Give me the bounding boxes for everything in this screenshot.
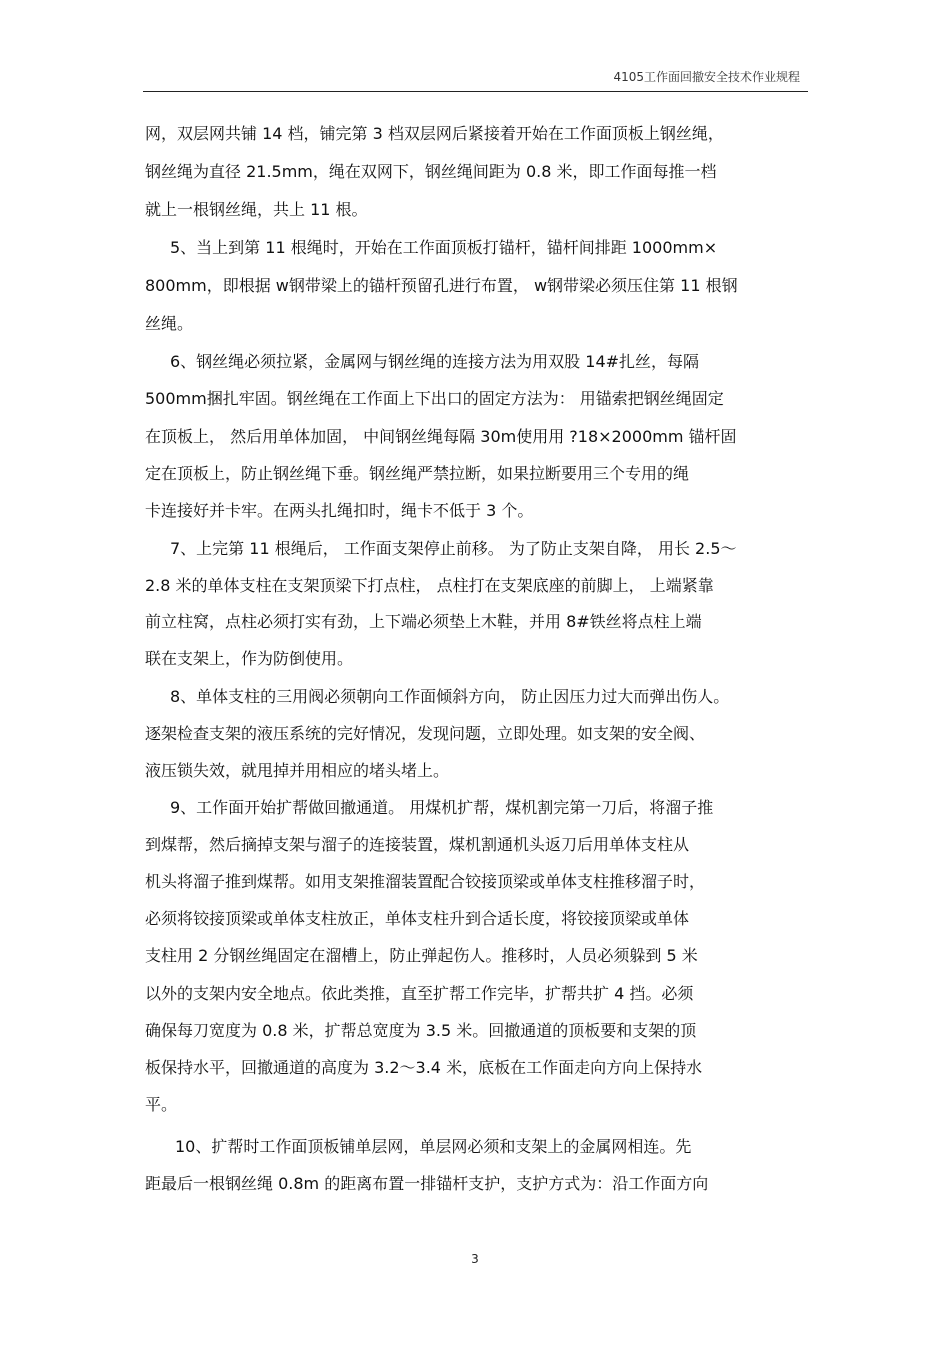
body-line: 机头将溜子推到煤帮。如用支架推溜装置配合铰接顶梁或单体支柱推移溜子时， <box>145 872 706 891</box>
body-line: 2.8 米的单体支柱在支架顶梁下打点柱， 点柱打在支架底座的前脚上， 上端紧靠 <box>145 576 714 595</box>
body-line: 以外的支架内安全地点。依此类推，直至扩帮工作完毕，扩帮共扩 4 挡。必须 <box>145 984 694 1003</box>
paragraph-9-start: 9、工作面开始扩帮做回撤通道。 用煤机扩帮，煤机割完第一刀后，将溜子推 <box>170 798 714 817</box>
body-line: 板保持水平，回撤通道的高度为 3.2～3.4 米，底板在工作面走向方向上保持水 <box>145 1058 703 1077</box>
body-line: 液压锁失效，就甩掉并用相应的堵头堵上。 <box>145 761 450 780</box>
body-line: 必须将铰接顶梁或单体支柱放正，单体支柱升到合适长度，将铰接顶梁或单体 <box>145 909 690 928</box>
body-line: 丝绳。 <box>145 314 194 333</box>
body-line: 在顶板上， 然后用单体加固， 中间钢丝绳每隔 30m使用用 ?18×2000mm 锚杆固 <box>145 427 737 446</box>
body-line: 逐架检查支架的液压系统的完好情况，发现问题，立即处理。如支架的安全阀、 <box>145 724 706 743</box>
body-line: 500mm捆扎牢固。钢丝绳在工作面上下出口的固定方法为： 用锚索把钢丝绳固定 <box>145 389 724 408</box>
body-line: 平。 <box>145 1095 178 1114</box>
body-line: 前立柱窝，点柱必须打实有劲，上下端必须垫上木鞋，并用 8#铁丝将点柱上端 <box>145 612 702 631</box>
paragraph-5-start: 5、当上到第 11 根绳时，开始在工作面顶板打锚杆，锚杆间排距 1000mm× <box>170 238 718 257</box>
body-line: 就上一根钢丝绳，共上 11 根。 <box>145 200 368 219</box>
page-number: 3 <box>471 1252 479 1266</box>
body-line: 800mm，即根据 w钢带梁上的锚杆预留孔进行布置， w钢带梁必须压住第 11 根钢 <box>145 276 738 295</box>
body-line: 到煤帮，然后摘掉支架与溜子的连接装置，煤机割通机头返刀后用单体支柱从 <box>145 835 690 854</box>
paragraph-7-start: 7、上完第 11 根绳后， 工作面支架停止前移。 为了防止支架自降， 用长 2.5～ <box>170 539 737 558</box>
body-line: 定在顶板上，防止钢丝绳下垂。钢丝绳严禁拉断，如果拉断要用三个专用的绳 <box>145 464 690 483</box>
body-line: 距最后一根钢丝绳 0.8m 的距离布置一排锚杆支护，支护方式为：沿工作面方向 <box>145 1174 709 1193</box>
running-header-title: 4105工作面回撤安全技术作业规程 <box>613 70 800 84</box>
header-rule <box>143 91 808 92</box>
body-line: 卡连接好并卡牢。在两头扎绳扣时，绳卡不低于 3 个。 <box>145 501 534 520</box>
body-line: 联在支架上，作为防倒使用。 <box>145 649 354 668</box>
body-line: 钢丝绳为直径 21.5mm，绳在双网下，钢丝绳间距为 0.8 米，即工作面每推一档 <box>145 162 717 181</box>
body-line: 支柱用 2 分钢丝绳固定在溜槽上，防止弹起伤人。推移时，人员必须躲到 5 米 <box>145 946 698 965</box>
paragraph-8-start: 8、单体支柱的三用阀必须朝向工作面倾斜方向， 防止因压力过大而弹出伤人。 <box>170 687 730 706</box>
body-line: 确保每刀宽度为 0.8 米，扩帮总宽度为 3.5 米。回撤通道的顶板要和支架的顶 <box>145 1021 697 1040</box>
paragraph-10-start: 10、扩帮时工作面顶板铺单层网，单层网必须和支架上的金属网相连。先 <box>175 1137 692 1156</box>
body-line: 网，双层网共铺 14 档，铺完第 3 档双层网后紧接着开始在工作面顶板上钢丝绳， <box>145 124 724 143</box>
paragraph-6-start: 6、钢丝绳必须拉紧，金属网与钢丝绳的连接方法为用双股 14#扎丝，每隔 <box>170 352 700 371</box>
